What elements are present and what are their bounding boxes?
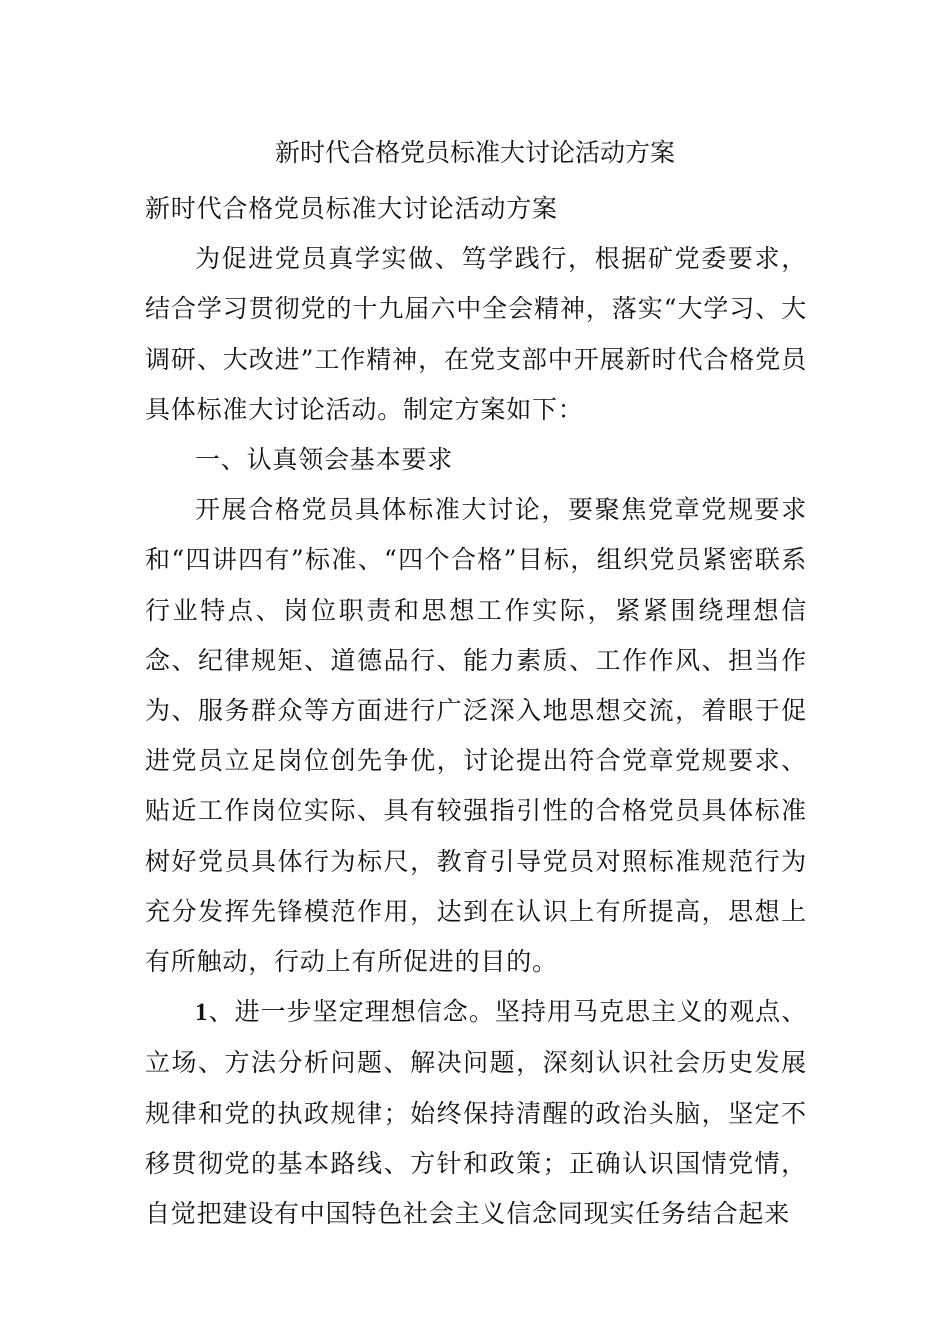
- document-title: 新时代合格党员标准大讨论活动方案: [274, 138, 675, 167]
- document-subtitle: 新时代合格党员标准大讨论活动方案: [145, 194, 558, 223]
- section-paragraph: 开展合格党员具体标准大讨论，要聚焦党章党规要求和“四讲四有”标准、“四个合格”目标，组织党员紧密联系行业特点、岗位职责和思想工作实际，紧紧围绕理想信念、纪律规矩、道德品行、能力素质、工作作风、担当作为、服务群众等方面进行广泛深入地思想交流，着眼于促进党员立足岗位创先争优，讨论提出符合党章党规要求、贴近工作岗位实际、具有较强指引性的合格党员具体标准树好党员具体行为标尺，教育引导党员对照标准规范行为充分发挥先锋模范作用，达到在认识上有所提高，思想上有所触动，行动上有所促进的目的。: [145, 495, 807, 977]
- document-body: [145, 184, 807, 1239]
- intro-paragraph: 为促进党员真学实做、笃学践行，根据矿党委要求，结合学习贯彻党的十九届六中全会精神，落实“大学习、大调研、大改进”工作精神，在党支部中开展新时代合格党员具体标准大讨论活动。制定方案如下：: [145, 244, 807, 424]
- item-number: 1: [195, 999, 209, 1027]
- numbered-item: [145, 987, 807, 1239]
- item-text: 、进一步坚定理想信念。坚持用马克思主义的观点、立场、方法分析问题、解决问题，深刻认识社会历史发展规律和党的执政规律；始终保持清醒的政治头脑，坚定不移贯彻党的基本路线、方针和政策；正确认识国情党情，自觉把建设有中国特色社会主义信念同现实任务结合起来: [145, 997, 807, 1229]
- section-heading: 一、认真领会基本要求: [195, 445, 454, 475]
